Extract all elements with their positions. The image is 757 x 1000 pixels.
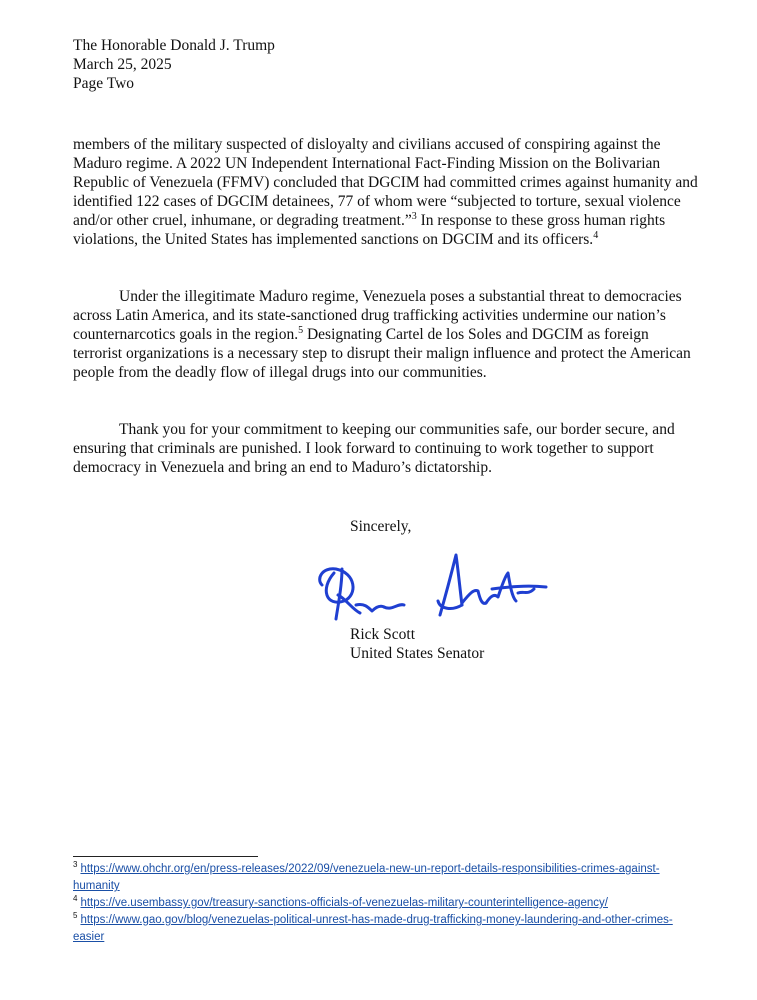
footnote-number: 3: [73, 860, 78, 870]
date-line: March 25, 2025: [73, 56, 172, 73]
footnote-ref-5: 5: [298, 324, 304, 336]
letter-header: [73, 36, 275, 93]
footnote-3: [73, 861, 693, 895]
para2-text-b: Designating Cartel de los Soles and DGCIM as foreign terrorist organizations is a necessary step to disrupt their malign influence and protect the American people from the deadly flow of illegal drugs into our communities.: [73, 326, 691, 381]
footnote-number: 4: [73, 894, 78, 904]
footnote-5: [73, 912, 693, 946]
signatory-block: [350, 625, 484, 663]
para1-text-b: In response to these gross human rights violations, the United States has implemented sanctions on DGCIM and its officers.: [73, 212, 666, 248]
valediction: Sincerely,: [350, 518, 412, 535]
signatory-name: Rick Scott: [350, 626, 416, 643]
footnote-5-link[interactable]: https://www.gao.gov/blog/venezuelas-political-unrest-has-made-drug-trafficking-money-laundering-and-other-crimes-easier: [73, 914, 673, 943]
recipient-line: The Honorable Donald J. Trump: [73, 37, 275, 54]
signature-image: [312, 545, 562, 625]
para1-text-a: members of the military suspected of disloyalty and civilians accused of conspiring against the Maduro regime. A 2022 UN Independent International Fact-Finding Mission on the Bolivarian Republic of Venezuela (FFMV) concluded that DGCIM had committed crimes against humanity and identified 122 cases of DGCIM detainees, 77 of whom were “subjected to torture, sexual violence and/or other cruel, inhumane, or degrading treatment.”: [73, 136, 698, 229]
footnotes: [73, 861, 693, 946]
footnote-3-link[interactable]: https://www.ohchr.org/en/press-releases/2022/09/venezuela-new-un-report-details-responsibilities-crimes-against-humanity: [73, 863, 660, 892]
signatory-title: United States Senator: [350, 645, 485, 662]
page-number-line: Page Two: [73, 75, 135, 92]
footnote-number: 5: [73, 911, 78, 921]
body-paragraph-3: [73, 420, 699, 477]
footnote-divider: [73, 856, 258, 857]
footnote-ref-4: 4: [593, 229, 599, 241]
body-paragraph-2: [73, 287, 699, 382]
para3-text: Thank you for your commitment to keeping our communities safe, our border secure, and ensuring that criminals are punished. I look forward to continuing to work together to support democracy in Venezuela and bring an end to Maduro’s dictatorship.: [73, 421, 675, 476]
footnote-4-link[interactable]: https://ve.usembassy.gov/treasury-sanctions-officials-of-venezuelas-military-counterintelligence-agency/: [80, 897, 608, 909]
footnote-4: [73, 895, 693, 912]
body-paragraph-1: [73, 135, 699, 249]
footnote-ref-3: 3: [411, 210, 417, 222]
para2-text-a: Under the illegitimate Maduro regime, Venezuela poses a substantial threat to democracies across Latin America, and its state-sanctioned drug trafficking activities undermine our nation’s counternarcotics goals in the region.: [73, 288, 682, 343]
